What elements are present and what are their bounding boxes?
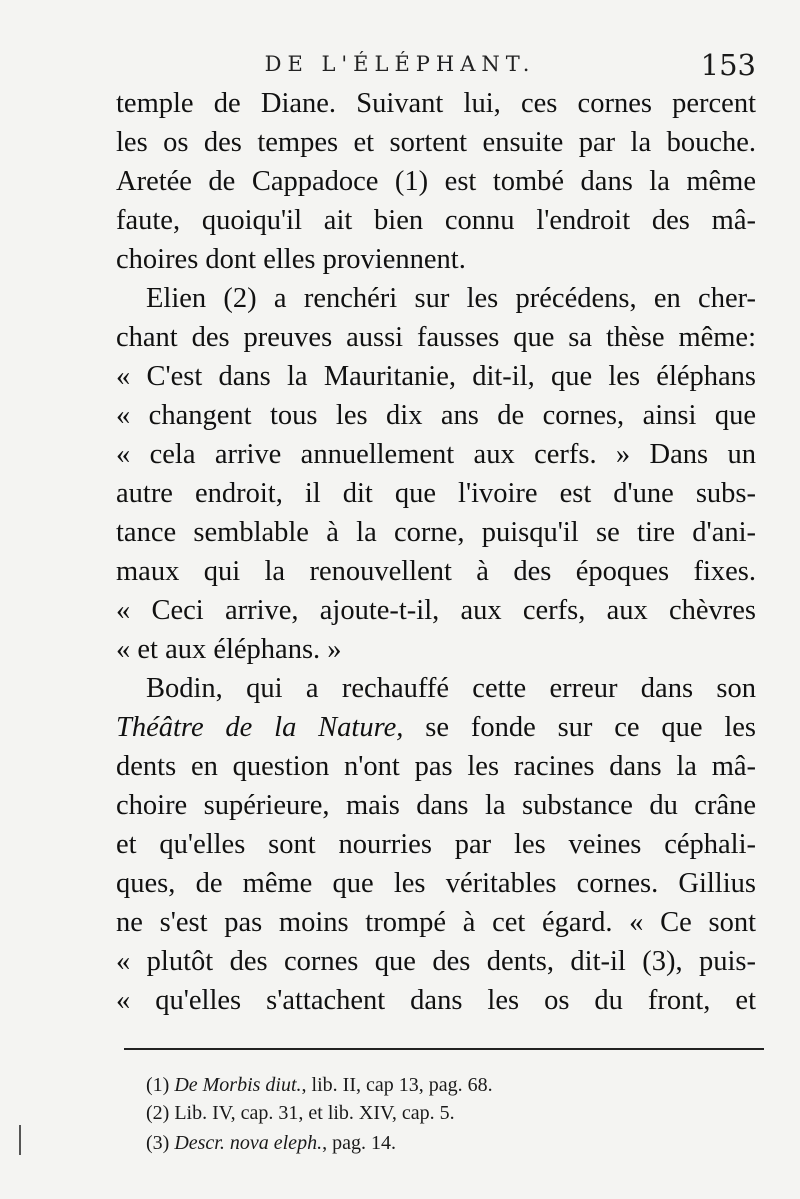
running-header — [0, 46, 800, 86]
page-number: 153 — [700, 48, 756, 82]
text-line: Bodin, qui a rechauffé cette erreur dans son — [146, 673, 756, 704]
footnote-text: Lib. IV, cap. 31, et lib. XIV, cap. 5. — [169, 1102, 455, 1124]
footnote-marker: (3) — [146, 1132, 170, 1154]
footnote-text: , pag. 14. — [322, 1132, 396, 1154]
text-line: autre endroit, il dit que l'ivoire est d'une subs- — [116, 478, 756, 509]
text-line: Aretée de Cappadoce (1) est tombé dans la même — [116, 166, 756, 197]
text-line: ne s'est pas moins trompé à cet égard. « Ce sont — [116, 907, 756, 938]
footnote-text: , lib. II, cap 13, pag. 68. — [301, 1074, 493, 1096]
text-line: « C'est dans la Mauritanie, dit-il, que les éléphans — [116, 361, 756, 392]
book-title: Théâtre de la Nature, — [116, 712, 404, 743]
text-line: et qu'elles sont nourries par les veines céphali- — [116, 829, 756, 860]
text-line: choire supérieure, mais dans la substance du crâne — [116, 790, 756, 821]
margin-mark — [19, 1125, 21, 1155]
text-line: temple de Diane. Suivant lui, ces cornes percent — [116, 88, 756, 119]
text-line: « cela arrive annuellement aux cerfs. » Dans un — [116, 439, 756, 470]
text-line: choires dont elles proviennent. — [116, 244, 466, 275]
text-line: « Ceci arrive, ajoute-t-il, aux cerfs, aux chèvres — [116, 595, 756, 626]
text-line: « et aux éléphans. » — [116, 634, 342, 665]
text-line: tance semblable à la corne, puisqu'il se tire d'ani- — [116, 517, 756, 548]
footnote — [146, 1100, 455, 1126]
footnote-italic: Descr. nova eleph. — [174, 1132, 323, 1154]
footnote — [146, 1130, 396, 1156]
footnote — [146, 1072, 493, 1098]
running-title: DE L'ÉLÉPHANT. — [264, 52, 536, 76]
text-line: Elien (2) a renchéri sur les précédens, en cher- — [146, 283, 756, 314]
text-line: « qu'elles s'attachent dans les os du front, et — [116, 985, 756, 1016]
text-line: dents en question n'ont pas les racines dans la mâ- — [116, 751, 756, 782]
text-line: faute, quoiqu'il ait bien connu l'endroit des mâ- — [116, 205, 756, 236]
footnote-italic: De Morbis diut. — [174, 1074, 302, 1096]
text-line: chant des preuves aussi fausses que sa thèse même: — [116, 322, 756, 353]
footnote-marker: (2) — [146, 1102, 170, 1124]
text-line: les os des tempes et sortent ensuite par la bouche. — [116, 127, 756, 158]
footnote-marker: (1) — [146, 1074, 170, 1096]
text-line: « plutôt des cornes que des dents, dit-il (3), puis- — [116, 946, 756, 977]
text-line: « changent tous les dix ans de cornes, ainsi que — [116, 400, 756, 431]
text-line: ques, de même que les véritables cornes. Gillius — [116, 868, 756, 899]
text-fragment: se fonde sur ce que les — [425, 712, 757, 743]
text-line: maux qui la renouvellent à des époques fixes. — [116, 556, 756, 587]
footnote-rule — [124, 1048, 764, 1050]
text-line-with-title — [116, 710, 756, 748]
